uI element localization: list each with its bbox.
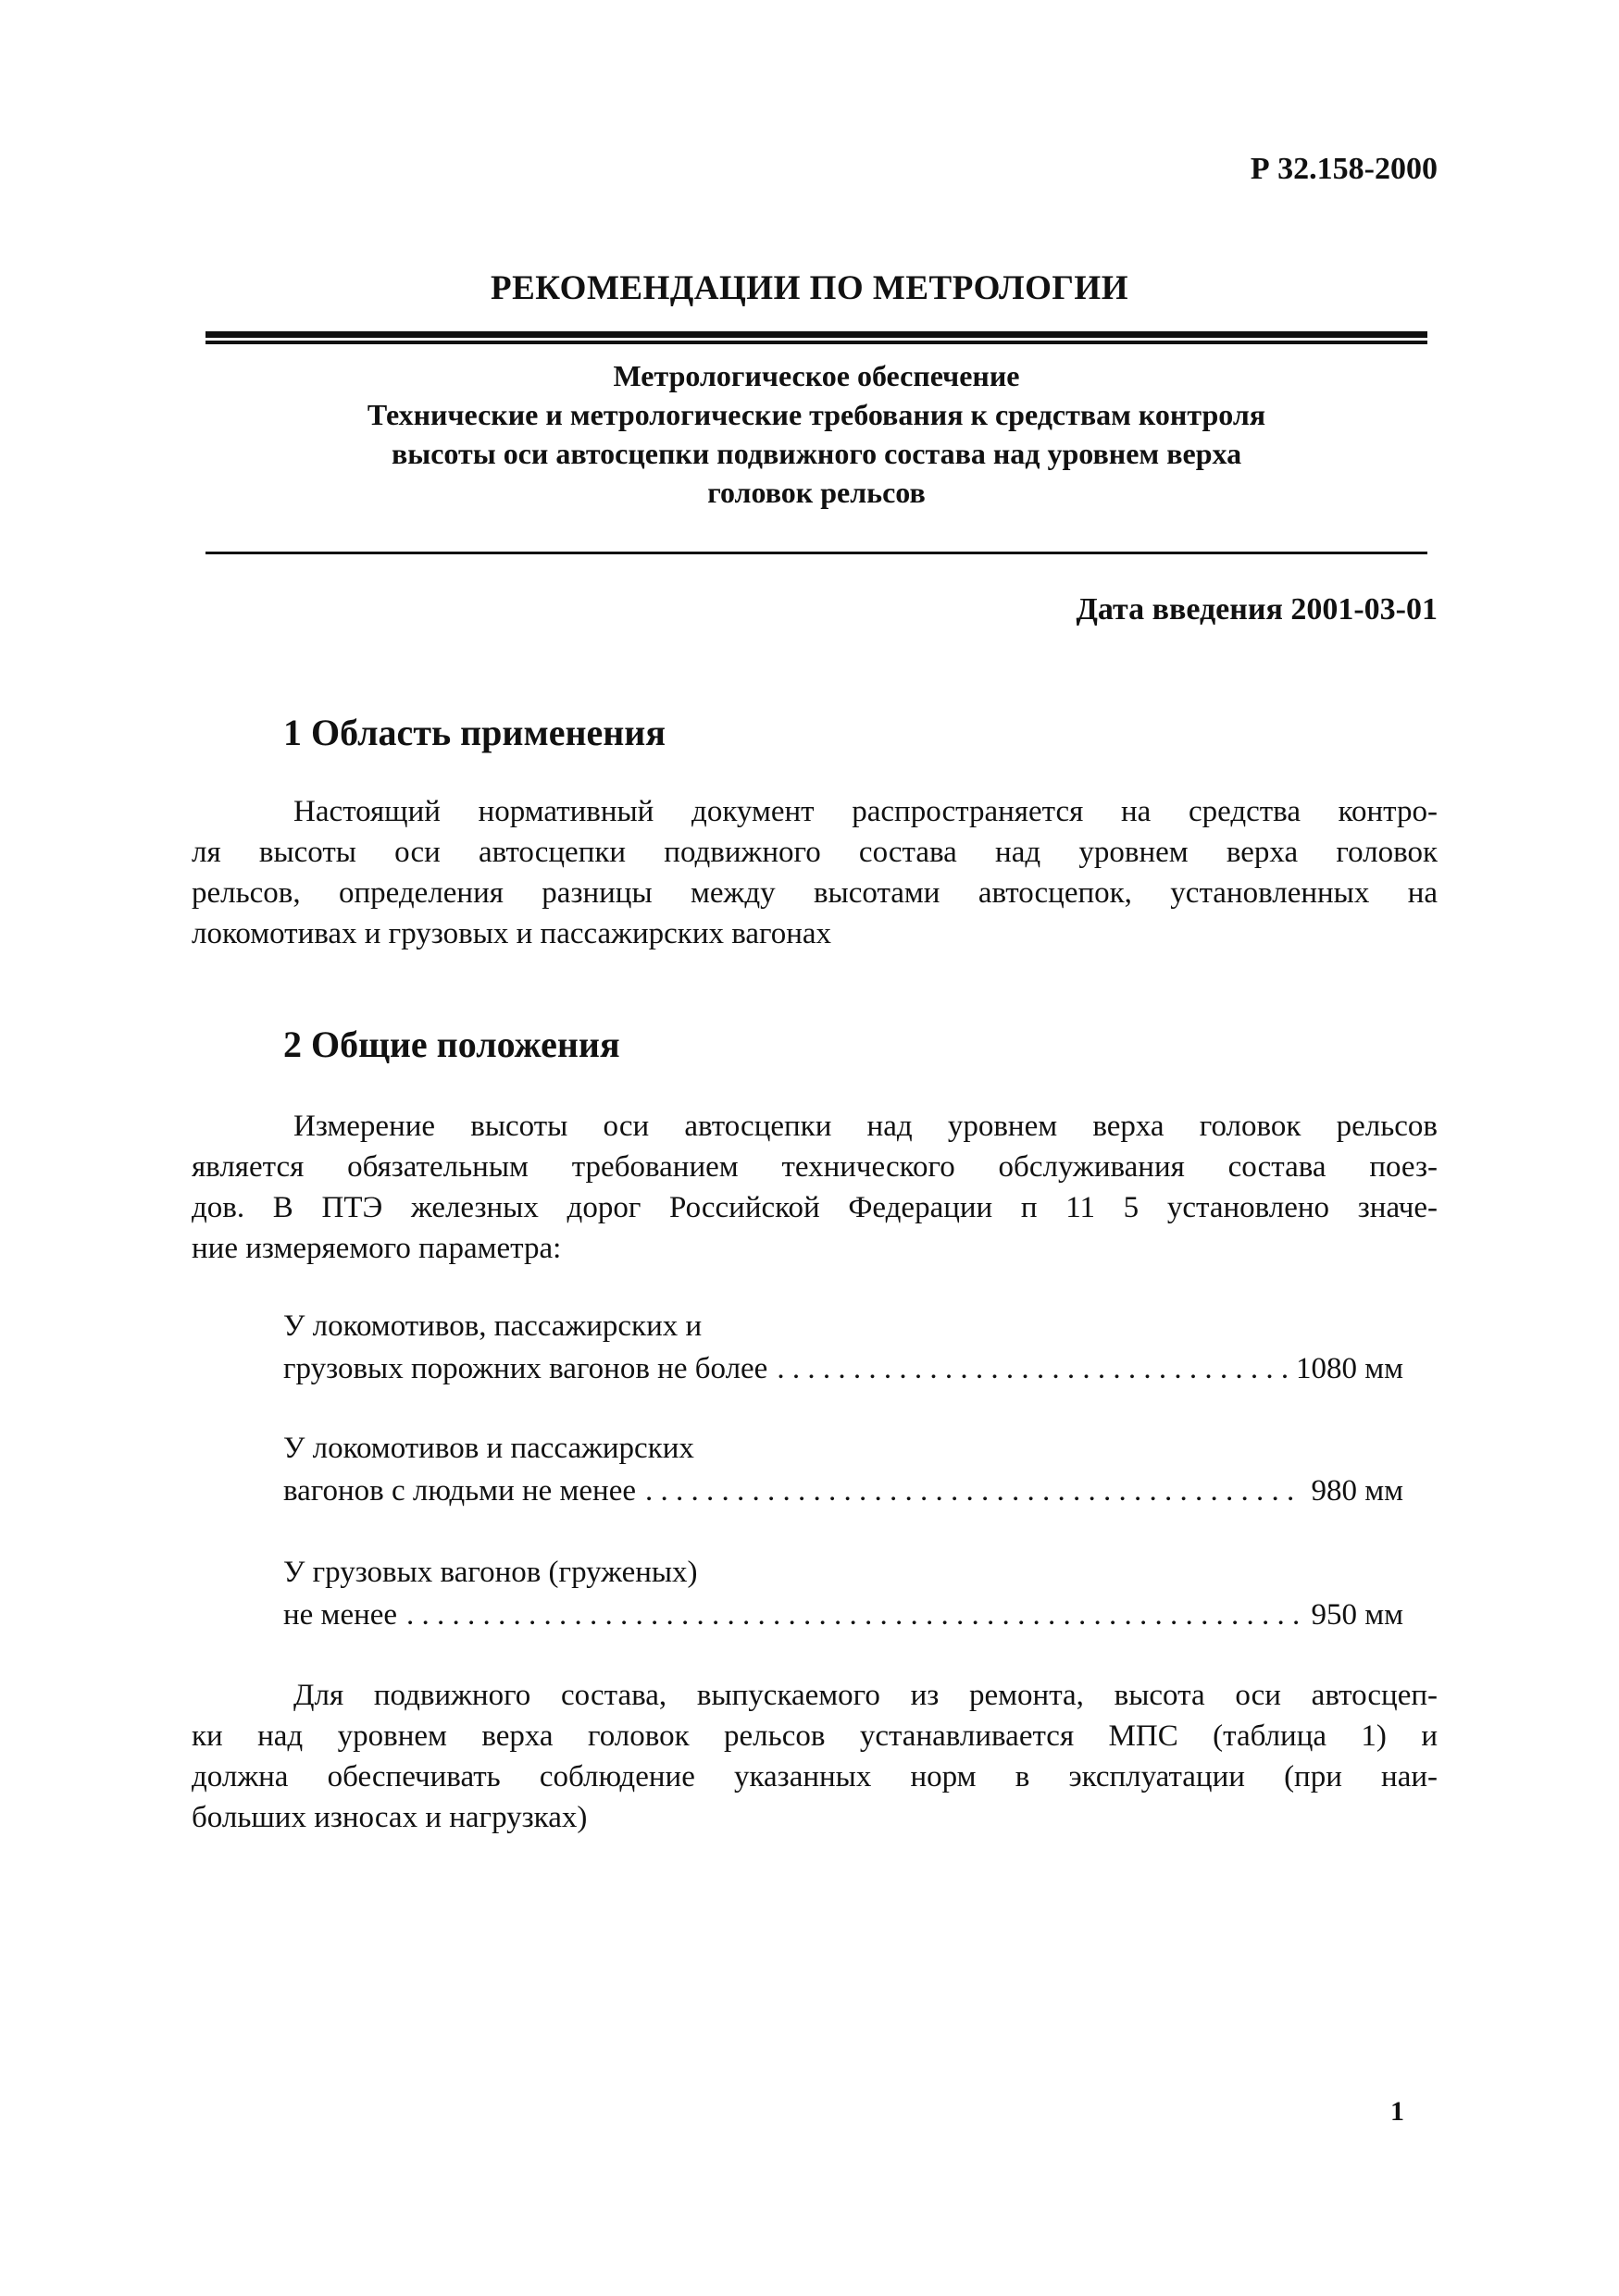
subtitle-line: Метрологическое обеспечение [613, 359, 1020, 392]
document-subtitle [205, 356, 1427, 512]
norm-label-line: У локомотивов, пассажирских и [283, 1309, 703, 1343]
norm-item [283, 1551, 1403, 1636]
introduction-date: Дата введения 2001-03-01 [1076, 592, 1438, 627]
norm-label-line: вагонов с людьми не менее [283, 1474, 637, 1508]
title-divider-thick [205, 331, 1427, 341]
paragraph-line: ние измеряемого параметра: [192, 1232, 562, 1265]
section-1-heading: 1 Область применения [283, 712, 666, 753]
paragraph-line: Для подвижного состава, выпускаемого из ремонта, высота оси автосцеп- [293, 1679, 1438, 1712]
subtitle-line: высоты оси автосцепки подвижного состава над уровнем верха [391, 437, 1242, 470]
paragraph-line: больших износах и нагрузках) [192, 1801, 588, 1834]
dot-leader [777, 1347, 1287, 1390]
dot-leader [406, 1594, 1301, 1636]
page-number: 1 [1390, 2096, 1404, 2127]
norm-value: 1080 мм [1295, 1352, 1403, 1385]
norm-label-line: У грузовых вагонов (груженых) [283, 1556, 698, 1589]
subtitle-divider-thin [205, 552, 1427, 554]
paragraph-line: Настоящий нормативный документ распространяется на средства контро- [293, 795, 1438, 828]
section-1-paragraph [192, 791, 1438, 954]
paragraph-line: рельсов, определения разницы между высотами автосцепок, установленных на [192, 876, 1438, 910]
norm-value: 950 мм [1311, 1598, 1403, 1632]
document-number: Р 32.158-2000 [1250, 152, 1438, 186]
document-title: РЕКОМЕНДАЦИИ ПО МЕТРОЛОГИИ [491, 269, 1128, 307]
paragraph-line: ля высоты оси автосцепки подвижного состава над уровнем верха головок [192, 836, 1438, 869]
section-2-heading: 2 Общие положения [283, 1024, 620, 1065]
norm-label-line: грузовых порожних вагонов не более [283, 1352, 768, 1385]
paragraph-line: ки над уровнем верха головок рельсов устанавливается МПС (таблица 1) и [192, 1719, 1438, 1753]
paragraph-line: должна обеспечивать соблюдение указанных норм в эксплуатации (при наи- [192, 1760, 1438, 1793]
paragraph-line: Измерение высоты оси автосцепки над уровнем верха головок рельсов [293, 1110, 1438, 1143]
norm-label-line: У локомотивов и пассажирских [283, 1432, 694, 1465]
subtitle-line: Технические и метрологические требования к средствам контроля [367, 398, 1266, 431]
paragraph-line: дов. В ПТЭ железных дорог Российской Федерации п 11 5 установлено значе- [192, 1191, 1438, 1224]
section-2-closing-paragraph [192, 1675, 1438, 1838]
norm-item [283, 1305, 1403, 1390]
norm-item [283, 1427, 1403, 1512]
subtitle-line: головок рельсов [707, 476, 926, 509]
paragraph-line: является обязательным требованием технического обслуживания состава поез- [192, 1150, 1438, 1184]
norm-label-line: не менее [283, 1598, 398, 1632]
norm-value: 980 мм [1311, 1474, 1403, 1508]
section-2-paragraph [192, 1106, 1438, 1269]
paragraph-line: локомотивах и грузовых и пассажирских вагонах [192, 917, 832, 950]
dot-leader [645, 1470, 1301, 1512]
